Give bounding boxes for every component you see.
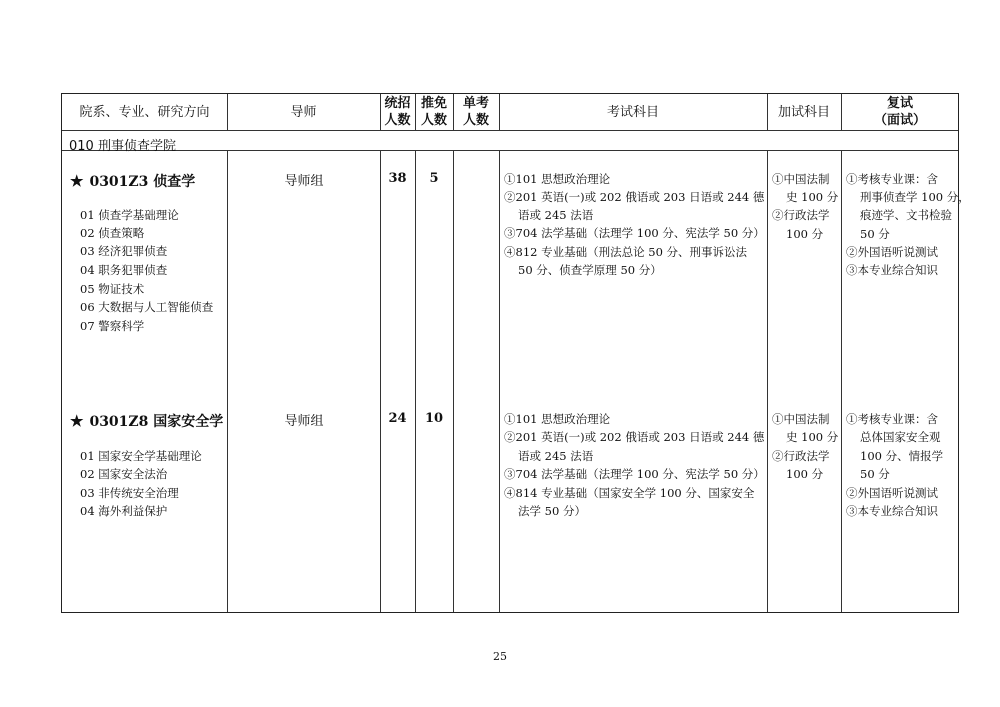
college-name: 010 刑事侦查学院: [69, 139, 176, 154]
retest-line: 刑事侦查学 100 分，: [860, 190, 970, 204]
direction-item: 02 国家安全法治: [80, 467, 168, 481]
exempt-count: 10: [424, 411, 444, 426]
retest-line: ②外国语听说测试: [846, 245, 938, 259]
retest-line: ①考核专业课：含: [846, 412, 938, 426]
retest-line: ③本专业综合知识: [846, 504, 938, 518]
extra-line: 100 分: [786, 227, 824, 241]
header-exam: 考试科目: [606, 104, 659, 120]
direction-item: 04 海外利益保护: [80, 504, 168, 518]
col-divider: [415, 150, 416, 612]
retest-line: ①考核专业课：含: [846, 172, 938, 186]
page-number: 25: [493, 650, 507, 663]
header-unified: 统招 人数: [384, 96, 411, 128]
direction-item: 01 侦查学基础理论: [80, 208, 179, 222]
extra-line: ①中国法制: [772, 172, 830, 186]
col-divider: [453, 150, 454, 612]
retest-line: 100 分、情报学: [860, 449, 944, 463]
direction-item: 04 职务犯罪侦查: [80, 263, 168, 277]
unified-count: 24: [388, 411, 407, 426]
exam-line: 50 分、侦查学原理 50 分）: [518, 263, 662, 277]
direction-item: 06 大数据与人工智能侦查: [80, 300, 214, 314]
direction-item: 03 非传统安全治理: [80, 486, 179, 500]
tutor-name: 导师组: [284, 174, 324, 189]
tutor-name: 导师组: [284, 414, 324, 429]
extra-line: ①中国法制: [772, 412, 830, 426]
retest-line: ③本专业综合知识: [846, 263, 938, 277]
retest-line: ②外国语听说测试: [846, 486, 938, 500]
header-exempt: 推免 人数: [420, 96, 447, 128]
admissions-table: [61, 93, 970, 613]
exam-line: ②201 英语(一)或 202 俄语或 203 日语或 244 德: [504, 190, 765, 204]
exam-line: ①101 思想政治理论: [504, 172, 611, 186]
extra-line: 100 分: [786, 467, 824, 481]
col-divider: [767, 150, 768, 612]
direction-item: 02 侦查策略: [80, 226, 145, 240]
exam-line: ③704 法学基础（法理学 100 分、宪法学 50 分）: [504, 467, 765, 481]
exam-line: ④812 专业基础（刑法总论 50 分、刑事诉讼法: [504, 245, 748, 259]
exempt-count: 5: [429, 171, 439, 186]
header-retest: 复试 （面试）: [873, 96, 926, 128]
col-divider: [380, 150, 381, 612]
extra-line: ②行政法学: [772, 449, 830, 463]
exam-line: ③704 法学基础（法理学 100 分、宪法学 50 分）: [504, 226, 765, 240]
retest-line: 50 分: [860, 467, 890, 481]
exam-line: 语或 245 法语: [518, 449, 594, 463]
exam-line: 语或 245 法语: [518, 208, 594, 222]
extra-line: 史 100 分: [786, 430, 839, 444]
direction-item: 03 经济犯罪侦查: [80, 244, 168, 258]
college-divider: [62, 150, 958, 151]
exam-line: ②201 英语(一)或 202 俄语或 203 日语或 244 德: [504, 430, 765, 444]
exam-line: ①101 思想政治理论: [504, 412, 611, 426]
exam-line: ④814 专业基础（国家安全学 100 分、国家安全: [504, 486, 755, 500]
header-single: 单考 人数: [462, 96, 489, 128]
exam-line: 法学 50 分）: [518, 504, 586, 518]
retest-line: 总体国家安全观: [860, 430, 941, 444]
col-divider: [227, 150, 228, 612]
major-title: ★ 0301Z3 侦查学: [70, 172, 196, 190]
header-divider: [62, 130, 958, 131]
col-divider: [499, 150, 500, 612]
star-icon: ★: [70, 172, 84, 190]
direction-item: 01 国家安全学基础理论: [80, 449, 202, 463]
major-title: ★ 0301Z8 国家安全学: [70, 412, 224, 430]
header-major: 院系、专业、研究方向: [79, 104, 210, 120]
retest-line: 痕迹学、文书检验: [860, 208, 952, 222]
extra-line: 史 100 分: [786, 190, 839, 204]
direction-item: 07 警察科学: [80, 319, 145, 333]
star-icon: ★: [70, 412, 84, 430]
header-tutor: 导师: [290, 104, 317, 120]
col-divider: [841, 150, 842, 612]
retest-line: 50 分: [860, 227, 890, 241]
direction-item: 05 物证技术: [80, 282, 145, 296]
extra-line: ②行政法学: [772, 208, 830, 222]
header-extra: 加试科目: [777, 104, 830, 120]
unified-count: 38: [388, 171, 407, 186]
